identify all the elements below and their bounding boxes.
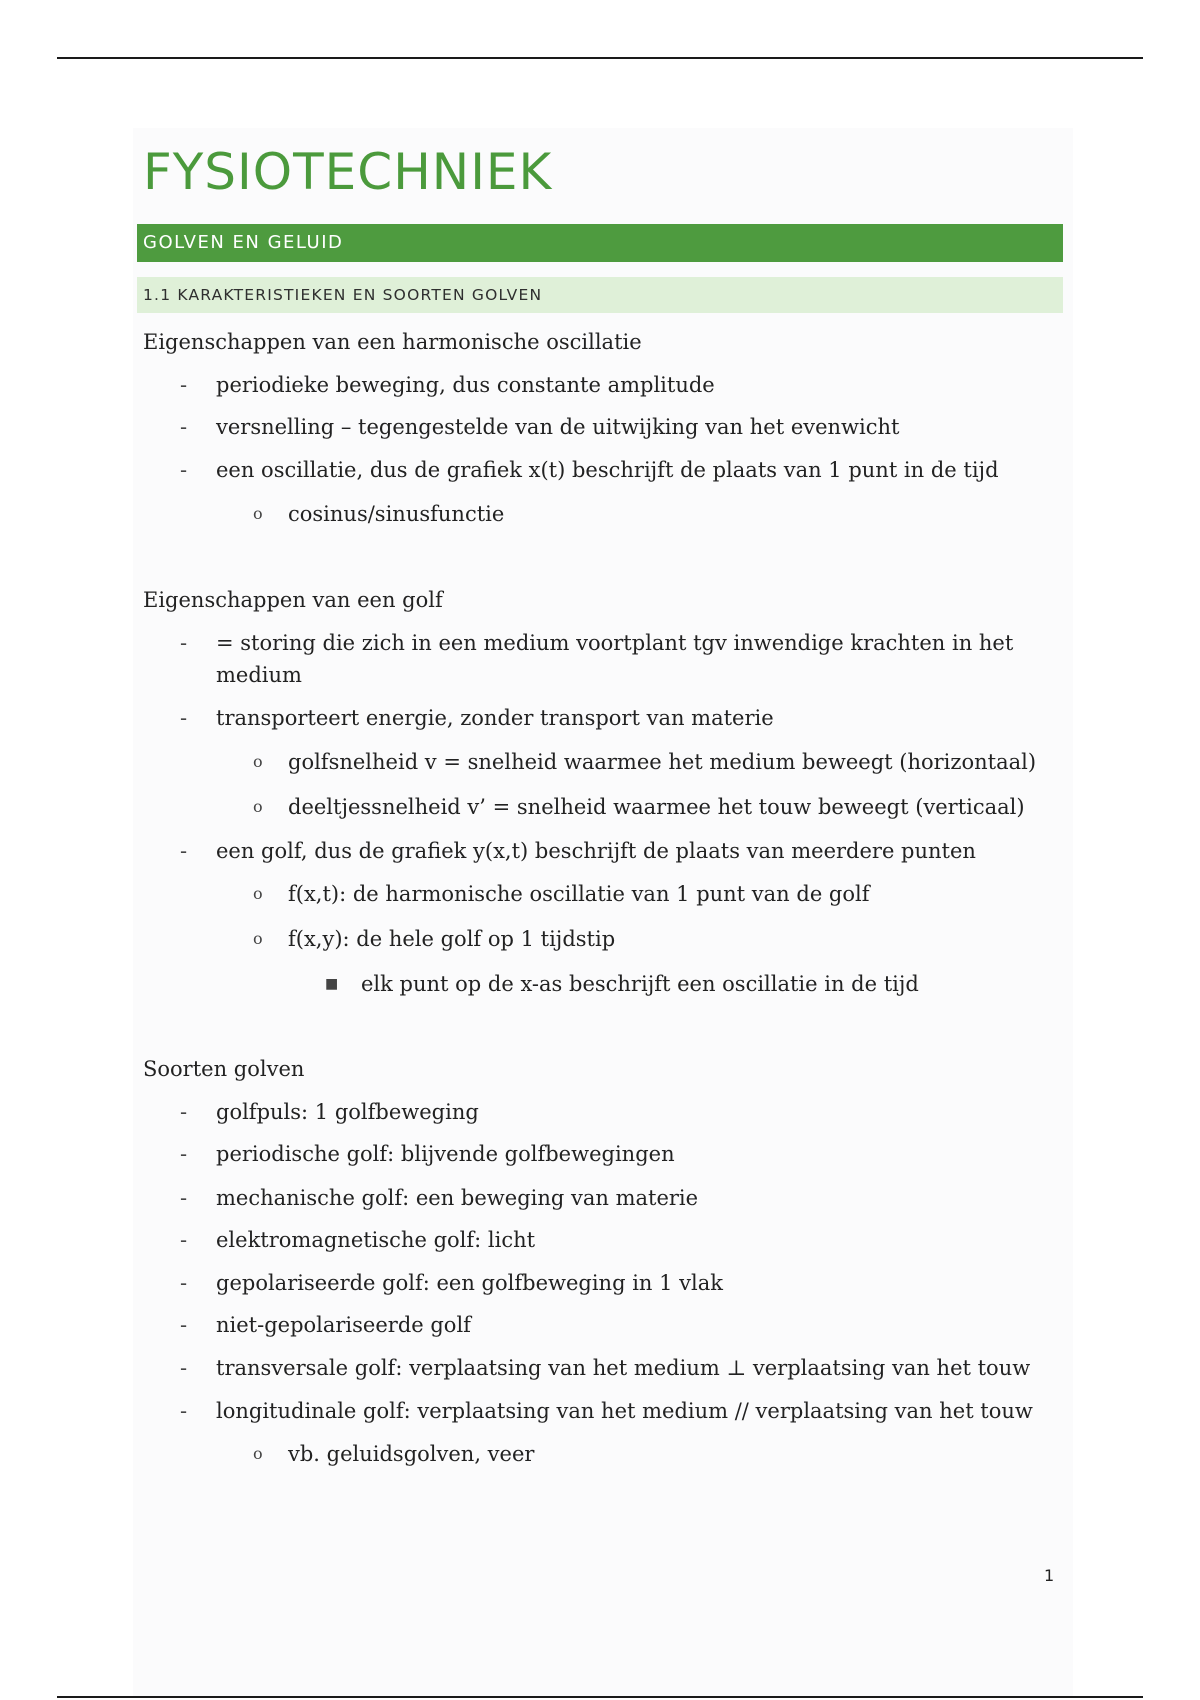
- footer-rule: [57, 1696, 1143, 1698]
- dash-bullet: -: [180, 1271, 188, 1295]
- dash-bullet: -: [180, 631, 188, 655]
- list-item: een oscillatie, dus de grafiek x(t) beschrijft de plaats van 1 punt in de tijd: [216, 458, 999, 482]
- dash-bullet: -: [180, 1186, 188, 1210]
- square-bullet: ■: [325, 976, 339, 992]
- dash-bullet: -: [180, 415, 188, 439]
- heading-2-bar: 1.1 KARAKTERISTIEKEN EN SOORTEN GOLVEN: [137, 277, 1063, 313]
- page-body: [133, 128, 1073, 1696]
- sub-list-item: vb. geluidsgolven, veer: [288, 1442, 535, 1466]
- section-heading-wave: Eigenschappen van een golf: [143, 588, 443, 612]
- dash-bullet: -: [180, 1142, 188, 1166]
- sub-list-item: deeltjessnelheid v’ = snelheid waarmee het touw beweegt (verticaal): [288, 795, 1025, 819]
- sub-sub-list-item: elk punt op de x-as beschrijft een oscillatie in de tijd: [361, 972, 919, 996]
- dash-bullet: -: [180, 373, 188, 397]
- page-number: 1: [1044, 1566, 1055, 1585]
- dash-bullet: -: [180, 706, 188, 730]
- dash-bullet: -: [180, 1228, 188, 1252]
- dash-bullet: -: [180, 1313, 188, 1337]
- list-item: een golf, dus de grafiek y(x,t) beschrijft de plaats van meerdere punten: [216, 839, 976, 863]
- list-item: mechanische golf: een beweging van materie: [216, 1186, 699, 1210]
- document-title: FYSIOTECHNIEK: [143, 143, 553, 201]
- dash-bullet: -: [180, 458, 188, 482]
- list-item: longitudinale golf: verplaatsing van het medium // verplaatsing van het touw: [216, 1399, 1033, 1423]
- dash-bullet: -: [180, 1100, 188, 1124]
- list-item: transversale golf: verplaatsing van het medium ⊥ verplaatsing van het touw: [216, 1356, 1031, 1380]
- dash-bullet: -: [180, 1356, 188, 1380]
- list-item: periodische golf: blijvende golfbewegingen: [216, 1142, 675, 1166]
- list-item: periodieke beweging, dus constante amplitude: [216, 373, 715, 397]
- circle-bullet: o: [253, 797, 263, 816]
- sub-list-item: f(x,y): de hele golf op 1 tijdstip: [288, 927, 616, 951]
- sub-list-item: cosinus/sinusfunctie: [288, 502, 505, 526]
- circle-bullet: o: [253, 1444, 263, 1463]
- list-item: versnelling – tegengestelde van de uitwijking van het evenwicht: [216, 415, 900, 439]
- sub-list-item: f(x,t): de harmonische oscillatie van 1 punt van de golf: [288, 882, 870, 906]
- dash-bullet: -: [180, 839, 188, 863]
- list-item: gepolariseerde golf: een golfbeweging in 1 vlak: [216, 1271, 723, 1295]
- list-item: niet-gepolariseerde golf: [216, 1313, 471, 1337]
- header-rule: [57, 57, 1143, 59]
- sub-list-item: golfsnelheid v = snelheid waarmee het medium beweegt (horizontaal): [288, 750, 1037, 774]
- dash-bullet: -: [180, 1399, 188, 1423]
- circle-bullet: o: [253, 884, 263, 903]
- list-item: = storing die zich in een medium voortplant tgv inwendige krachten in het: [216, 631, 1014, 655]
- circle-bullet: o: [253, 504, 263, 523]
- list-item: transporteert energie, zonder transport van materie: [216, 706, 774, 730]
- heading-1-bar: GOLVEN EN GELUID: [137, 224, 1063, 262]
- circle-bullet: o: [253, 929, 263, 948]
- circle-bullet: o: [253, 752, 263, 771]
- list-item: elektromagnetische golf: licht: [216, 1228, 536, 1252]
- section-heading-oscillation: Eigenschappen van een harmonische oscillatie: [143, 330, 642, 354]
- list-item-continuation: medium: [216, 663, 302, 687]
- section-heading-wave-types: Soorten golven: [143, 1057, 305, 1081]
- list-item: golfpuls: 1 golfbeweging: [216, 1100, 479, 1124]
